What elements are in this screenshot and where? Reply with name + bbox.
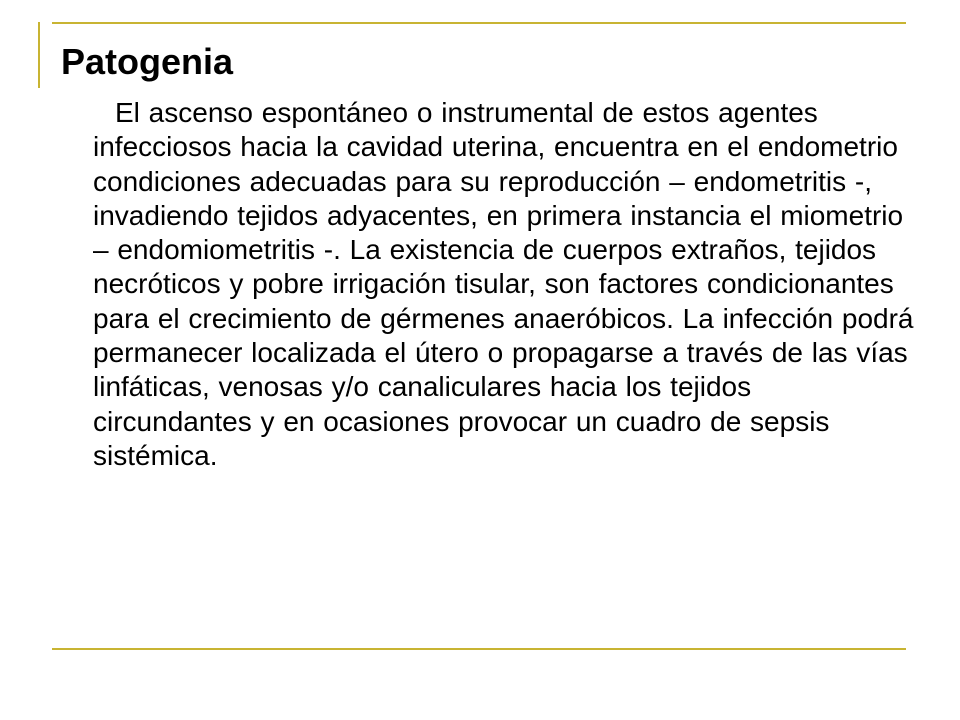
slide-body-text: El ascenso espontáneo o instrumental de estos agentes infecciosos hacia la cavidad uterina, encuentra en el endometrio condiciones adecuadas para su reproducción – endometritis -, invadiendo tejidos adyacentes, en primera instancia el miometrio – endomiometritis -. La existencia de cuerpos extraños, tejidos necróticos y pobre irrigación tisular, son factores condicionantes para el crecimiento de gérmenes anaeróbicos. La infección podrá permanecer localizada el útero o propagarse a través de las vías linfáticas, venosas y/o canaliculares hacia los tejidos circundantes y en ocasiones provocar un cuadro de sepsis sistémica. <box>93 97 914 471</box>
bottom-divider-line <box>52 648 906 650</box>
slide-title: Patogenia <box>61 41 234 82</box>
top-divider-line <box>52 22 906 24</box>
left-accent-line <box>38 22 40 88</box>
